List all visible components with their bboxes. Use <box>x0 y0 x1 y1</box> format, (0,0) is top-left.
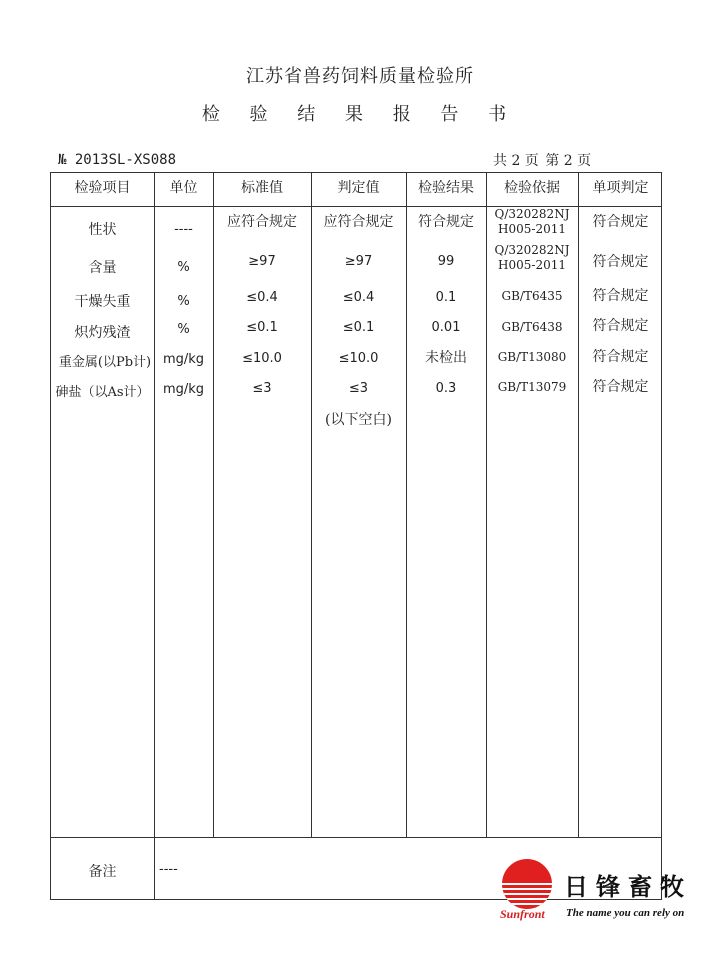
col-divider <box>213 173 214 837</box>
results-table <box>50 172 662 900</box>
table-cell: ≤3 <box>252 381 272 396</box>
table-cell: 炽灼残渣 <box>74 325 131 341</box>
table-cell: GB/T6438 <box>501 320 563 334</box>
blank-below-note: (以下空白) <box>325 412 392 428</box>
col-header-standard: 标准值 <box>241 180 283 196</box>
table-cell: 符合规定 <box>592 379 649 395</box>
logo-chinese-name: 日锋畜牧 <box>564 873 692 901</box>
table-cell: 重金属(以Pb计) <box>58 355 152 370</box>
table-cell: mg/kg <box>162 352 205 367</box>
report-title: 检 验 结 果 报 告 书 <box>201 104 519 125</box>
table-cell: mg/kg <box>162 382 205 397</box>
company-logo <box>500 857 710 927</box>
col-header-verdict: 单项判定 <box>592 180 649 196</box>
institute-title: 江苏省兽药饲料质量检验所 <box>246 66 474 87</box>
table-cell: % <box>177 294 190 309</box>
table-cell: ≤0.4 <box>342 290 375 305</box>
table-cell: 符合规定 <box>592 349 649 365</box>
table-cell: 应符合规定 <box>323 214 394 230</box>
table-cell: 符合规定 <box>592 254 649 270</box>
table-cell: 符合规定 <box>592 214 649 230</box>
table-cell: ≤0.1 <box>246 320 278 335</box>
col-header-basis: 检验依据 <box>504 180 560 196</box>
col-header-judgement-value: 判定值 <box>337 180 380 196</box>
table-cell: ≤10.0 <box>338 351 379 366</box>
table-cell: 0.01 <box>431 320 461 335</box>
table-cell: 砷盐（以As计） <box>55 385 150 400</box>
col-divider <box>311 173 312 837</box>
table-cell: 性状 <box>88 222 117 238</box>
col-divider <box>406 173 407 837</box>
col-header-unit: 单位 <box>169 180 198 196</box>
table-cell: % <box>177 322 190 337</box>
table-cell: 应符合规定 <box>227 214 297 230</box>
table-cell: Q/320282NJH005-2011 <box>494 243 570 272</box>
table-cell: 符合规定 <box>592 288 649 304</box>
table-cell: GB/T6435 <box>501 289 563 303</box>
table-cell: ≤0.1 <box>342 320 375 335</box>
table-cell: ≤0.4 <box>246 290 278 305</box>
table-cell: 符合规定 <box>592 318 649 334</box>
col-divider <box>486 173 487 837</box>
document-number: № 2013SL-XS088 <box>58 152 177 168</box>
page-info <box>493 150 593 170</box>
remarks-divider <box>51 837 661 838</box>
current-page: 第 2 页 <box>545 153 592 169</box>
col-header-result: 检验结果 <box>418 180 474 196</box>
sun-emblem-icon <box>502 859 552 909</box>
table-cell: Q/320282NJH005-2011 <box>494 207 570 236</box>
table-cell: 未检出 <box>425 350 467 366</box>
col-divider <box>578 173 579 837</box>
logo-slogan: The name you can rely on <box>566 907 685 919</box>
table-cell: 0.3 <box>435 381 457 396</box>
table-cell: 0.1 <box>435 290 457 305</box>
table-cell: 干燥失重 <box>74 294 131 310</box>
table-cell: 99 <box>437 254 455 269</box>
table-cell: GB/T13079 <box>497 380 567 394</box>
table-cell: ≥97 <box>344 254 373 269</box>
table-cell: ≥97 <box>248 254 276 269</box>
table-cell: GB/T13080 <box>497 350 567 364</box>
col-header-item: 检验项目 <box>74 180 131 196</box>
table-cell: ≤3 <box>348 381 369 396</box>
col-divider <box>154 173 155 899</box>
remarks-value: ---- <box>159 862 178 877</box>
total-pages: 共 2 页 <box>493 153 539 169</box>
table-cell: ≤10.0 <box>242 351 282 366</box>
table-cell: 符合规定 <box>418 214 474 230</box>
logo-english-name: Sunfront <box>500 907 545 921</box>
table-cell: ---- <box>174 222 193 237</box>
table-cell: 含量 <box>88 260 117 276</box>
remarks-label: 备注 <box>88 864 117 880</box>
table-cell: % <box>177 260 190 275</box>
